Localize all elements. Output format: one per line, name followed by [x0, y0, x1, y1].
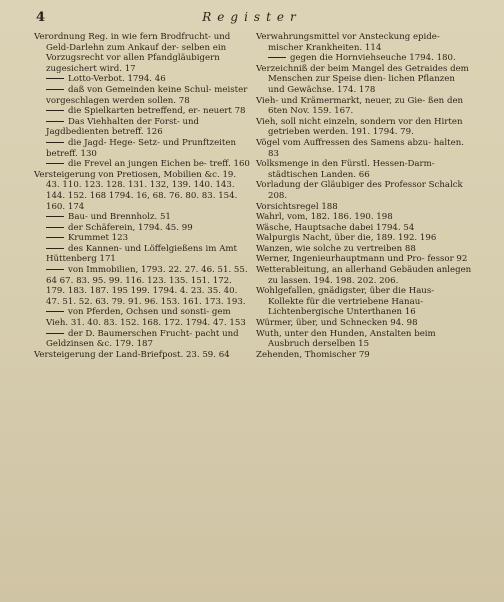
index-subentry: [34, 138, 252, 159]
index-entry: [256, 159, 472, 180]
index-entry: [34, 350, 252, 361]
entry-text: Wohlgefallen, gnädigster, über die Haus- Kollekte für die vertriebene Hanau- Lichtenbergische Unterthanen 16: [256, 286, 435, 318]
entry-text: daß von Gemeinden keine Schul- meister vorgeschlagen werden sollen. 78: [46, 84, 248, 106]
index-entry: [256, 233, 472, 244]
right-column: [256, 32, 472, 360]
index-entry: [256, 244, 472, 255]
index-subentry: [34, 223, 252, 234]
ditto-dash-icon: [46, 78, 64, 79]
entry-text: Wetterableitung, an allerhand Gebäuden anlegen zu lassen. 194. 198. 202. 206.: [256, 265, 472, 286]
ditto-dash-icon: [46, 121, 64, 122]
index-entry: [256, 350, 472, 361]
index-subentry: [34, 74, 252, 85]
left-column: [34, 32, 252, 360]
entry-text: Wanzen, wie solche zu vertreiben 88: [256, 243, 416, 254]
entry-text: Verwahrungsmittel vor Ansteckung epide- mischer Krankheiten. 114: [256, 32, 440, 53]
entry-text: Vieh- und Krämermarkt, neuer, zu Gie- ßen den 6ten Nov. 159. 167.: [256, 95, 464, 117]
index-subentry: [34, 159, 252, 170]
entry-text: Verordnung Reg. in wie fern Brodfrucht- und Geld-Darlehn zum Ankauf der- selben ein Vorzugsrecht vor allen Pfandgläubigern zugesichert wird. 17: [34, 32, 231, 74]
entry-text: des Kannen- und Löffelgießens im Amt Hüttenberg 171: [46, 243, 237, 265]
entry-text: Versteigerung der Land-Briefpost. 23. 59. 64: [34, 349, 230, 360]
entry-text: der Schäferein, 1794. 45. 99: [68, 222, 193, 233]
ditto-dash-icon: [268, 57, 286, 58]
index-entry: [256, 265, 472, 286]
ditto-dash-icon: [46, 237, 64, 238]
index-entry: [34, 170, 252, 212]
index-entry: [256, 117, 472, 138]
entry-text: Vorsichtsregel 188: [256, 201, 338, 212]
index-subentry: [256, 53, 472, 64]
index-subentry: [34, 85, 252, 106]
index-entry: [256, 223, 472, 234]
entry-text: Walpurgis Nacht, über die, 189. 192. 196: [256, 233, 437, 244]
entry-text: Bau- und Brennholz. 51: [68, 212, 171, 223]
ditto-dash-icon: [46, 311, 64, 312]
index-entry: [256, 96, 472, 117]
index-subentry: [34, 117, 252, 138]
entry-text: Wäsche, Hauptsache dabei 1794. 54: [256, 222, 415, 233]
index-subentry: [34, 212, 252, 223]
index-entry: [256, 138, 472, 159]
ditto-dash-icon: [46, 216, 64, 217]
entry-text: Vögel vom Auffressen des Samens abzu- halten. 83: [256, 137, 464, 159]
entry-text: Zehenden, Thomischer 79: [256, 349, 370, 360]
ditto-dash-icon: [46, 163, 64, 164]
index-entry: [256, 180, 472, 201]
entry-text: von Immobilien, 1793. 22. 27. 46. 51. 55. 64 67. 83. 95. 99. 116. 123. 135. 151. 172. 179. 183. 187. 195 199. 1794. 4. 23. 35. 40. 47. 51. 52. 63. 79. 91. 96. 153. 161. 173. 193.: [46, 265, 248, 307]
entry-text: die Spielkarten betreffend, er- neuert 78: [68, 106, 246, 117]
index-subentry: [34, 265, 252, 307]
entry-text: Werner, Ingenieurhauptmann und Pro- fessor 92: [256, 254, 468, 265]
index-entry: [256, 64, 472, 96]
ditto-dash-icon: [46, 333, 64, 334]
entry-text: Das Viehhalten der Forst- und Jagdbedienten betreff. 126: [46, 116, 200, 138]
ditto-dash-icon: [46, 110, 64, 111]
entry-text: gegen die Hornviehseuche 1794. 180.: [290, 53, 456, 64]
entry-text: Wuth, unter den Hunden, Anstalten beim Ausbruch derselben 15: [256, 328, 436, 350]
entry-text: Volksmenge in den Fürstl. Hessen-Darm- städtischen Landen. 66: [256, 159, 435, 180]
entry-text: die Frevel an jungen Eichen be- treff. 160: [68, 159, 250, 170]
entry-text: der D. Baumerschen Frucht- pacht und Geldzinsen &c. 179. 187: [46, 328, 239, 350]
index-subentry: [34, 329, 252, 350]
ditto-dash-icon: [46, 89, 64, 90]
index-entry: [256, 32, 472, 53]
index-subentry: [34, 106, 252, 117]
index-entry: [256, 329, 472, 350]
entry-text: von Pferden, Ochsen und sonsti- gem Vieh. 31. 40. 83. 152. 168. 172. 1794. 47. 153: [46, 307, 246, 329]
ditto-dash-icon: [46, 269, 64, 270]
entry-text: Vorladung der Gläubiger des Professor Schalck 208.: [256, 180, 463, 201]
ditto-dash-icon: [46, 142, 64, 143]
index-entry: [34, 32, 252, 74]
entry-text: Lotto-Verbot. 1794. 46: [68, 74, 166, 85]
page-number: 4: [36, 10, 46, 25]
entry-text: Würmer, über, und Schnecken 94. 98: [256, 318, 418, 329]
index-entry: [256, 286, 472, 318]
index-subentry: [34, 244, 252, 265]
page-title: Register: [202, 10, 302, 24]
entry-text: Wahrl, vom, 182. 186. 190. 198: [256, 212, 393, 223]
entry-text: die Jagd- Hege- Setz- und Prunftzeiten betreff. 130: [46, 137, 236, 159]
index-entry: [256, 318, 472, 329]
index-subentry: [34, 233, 252, 244]
ditto-dash-icon: [46, 248, 64, 249]
ditto-dash-icon: [46, 227, 64, 228]
index-entry: [256, 254, 472, 265]
entry-text: Verzeichniß der beim Mangel des Getraides dem Menschen zur Speise dien- lichen Pflanzen und Gewächse. 174. 178: [256, 63, 469, 95]
entry-text: Vieh, soll nicht einzeln, sondern vor den Hirten getrieben werden. 191. 1794. 79.: [256, 116, 463, 138]
entry-text: Krummet 123: [68, 233, 129, 244]
entry-text: Versteigerung von Pretiosen, Mobilien &c. 19. 43. 110. 123. 128. 131. 132, 139. 140. 143. 144. 152. 168 1794. 16, 68. 76. 80. 83. 154. 160. 174: [34, 169, 238, 212]
index-entry: [256, 212, 472, 223]
index-subentry: [34, 307, 252, 328]
index-entry: [256, 202, 472, 213]
